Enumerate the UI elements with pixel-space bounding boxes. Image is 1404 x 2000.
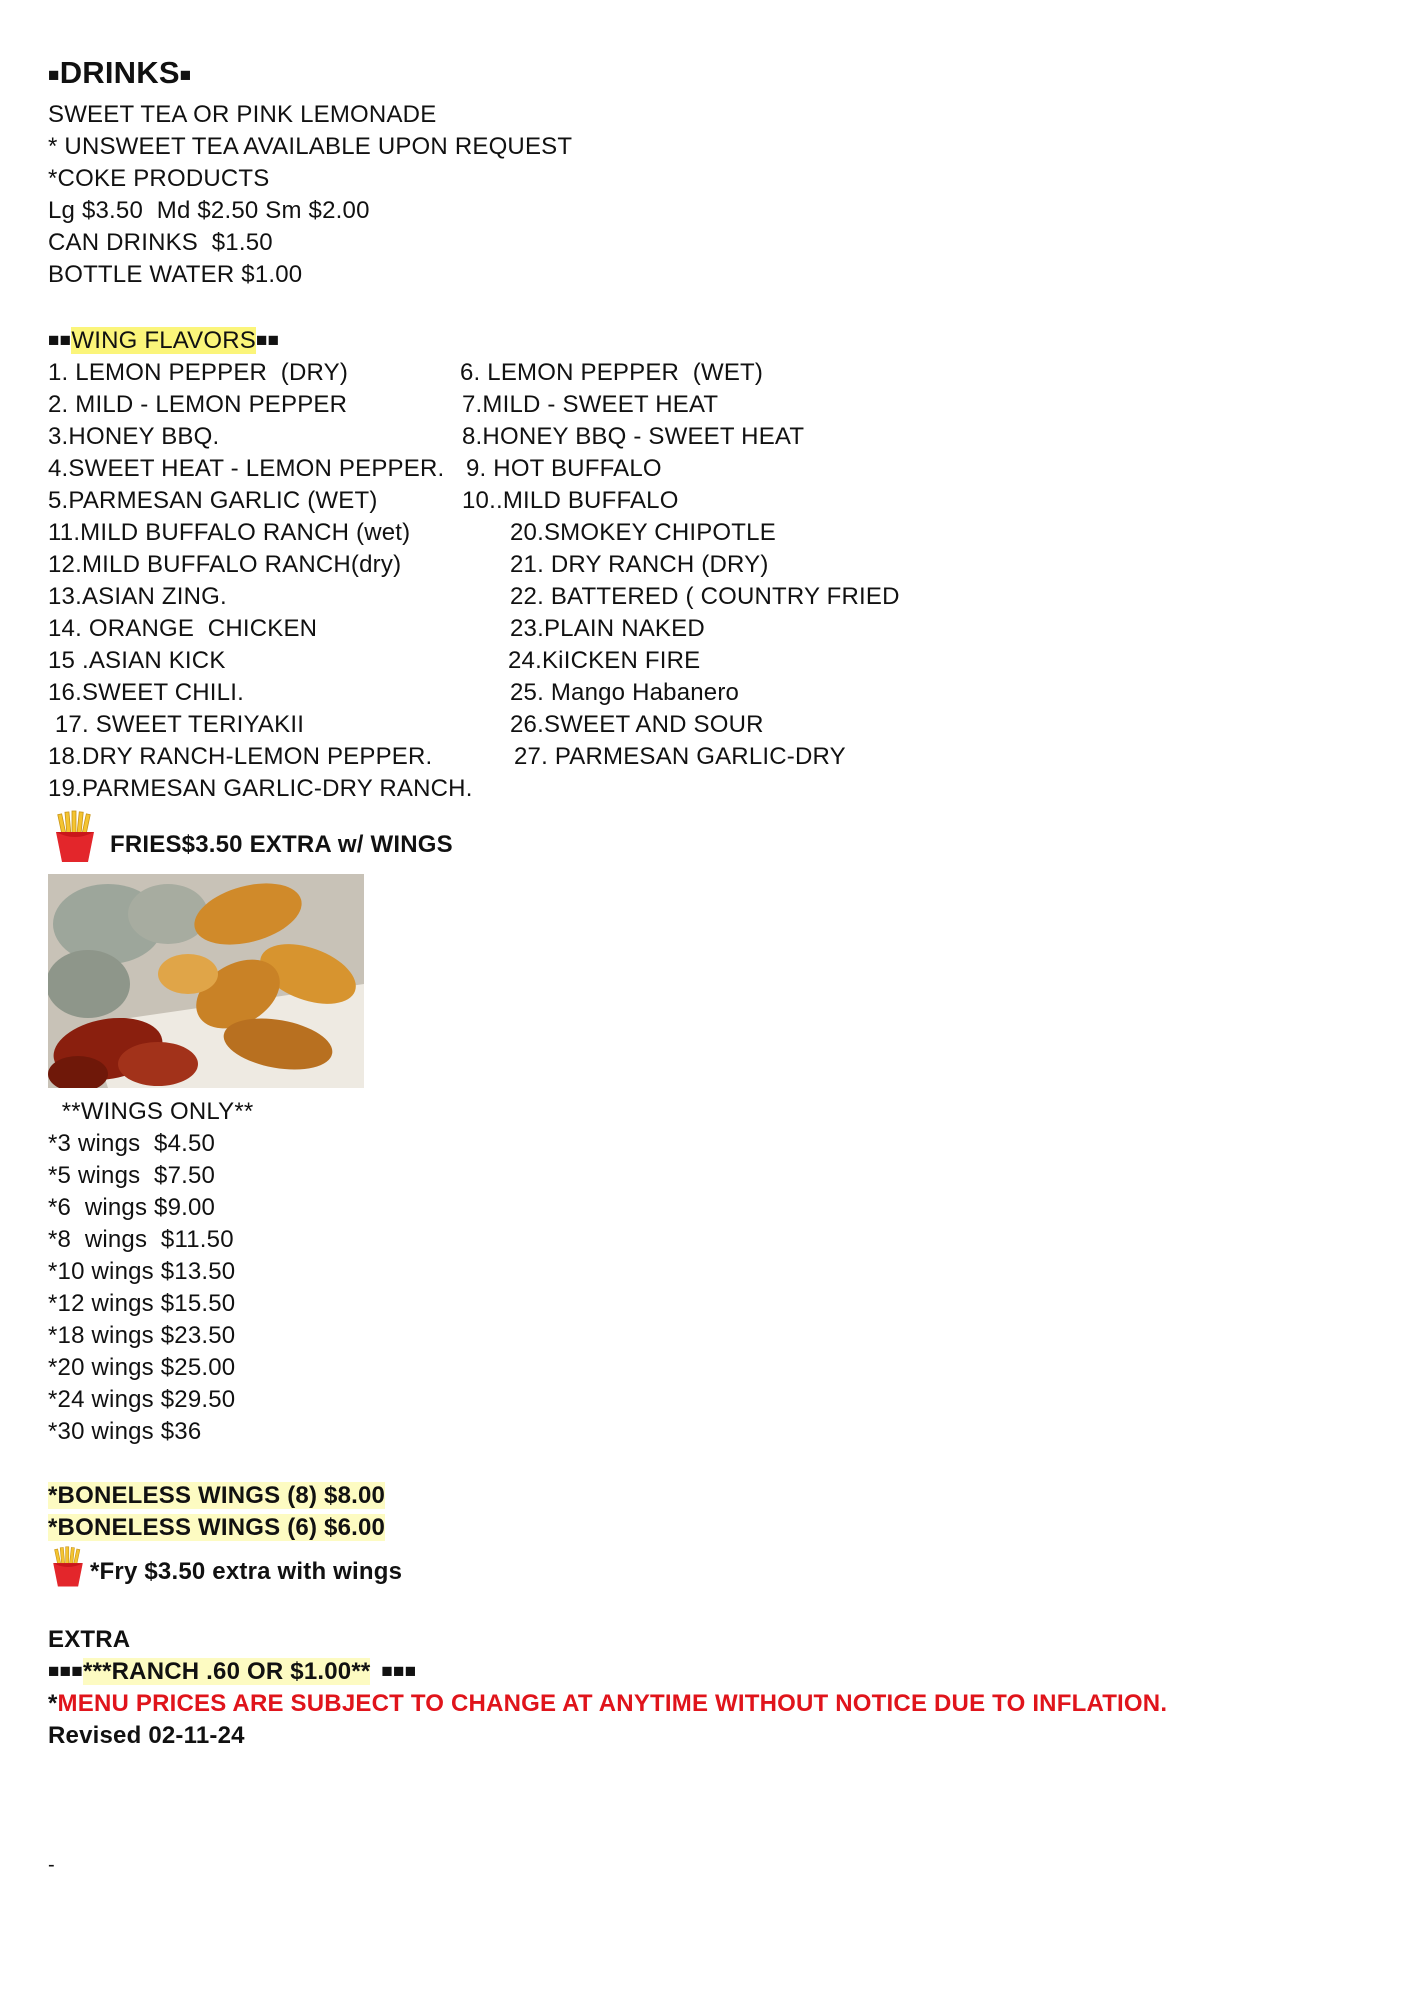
- wing-flavors-heading: [48, 326, 279, 356]
- flavor-item: 3.HONEY BBQ.: [48, 423, 220, 450]
- flavor-item: 4.SWEET HEAT - LEMON PEPPER.: [48, 455, 445, 482]
- black-square-icon: ■■: [48, 330, 72, 351]
- flavor-item: 1. LEMON PEPPER (DRY): [48, 359, 349, 386]
- wing-flavors-heading-text: WING FLAVORS: [71, 327, 256, 354]
- wings-price-item: *8 wings $11.50: [48, 1226, 234, 1253]
- drinks-heading-text: DRINKS: [59, 55, 180, 90]
- wings-price-item: *30 wings $36: [48, 1418, 202, 1445]
- flavor-item: 20.SMOKEY CHIPOTLE: [510, 519, 776, 546]
- price-notice: [48, 1689, 1167, 1719]
- flavor-item: 11.MILD BUFFALO RANCH (wet): [48, 519, 411, 546]
- boneless-item: [48, 1481, 385, 1511]
- wings-price-item: *12 wings $15.50: [48, 1290, 236, 1317]
- wings-price-item: *10 wings $13.50: [48, 1258, 236, 1285]
- flavor-item: 10..MILD BUFFALO: [462, 487, 679, 514]
- wings-only-heading: **WINGS ONLY**: [48, 1098, 254, 1125]
- boneless-item-text: *BONELESS WINGS (6) $6.00: [48, 1514, 386, 1541]
- ranch-text: ***RANCH .60 OR $1.00**: [83, 1658, 371, 1685]
- fry-note: *Fry $3.50 extra with wings: [90, 1558, 403, 1585]
- boneless-item: [48, 1513, 385, 1543]
- flavor-item: 22. BATTERED ( COUNTRY FRIED: [510, 583, 900, 610]
- black-square-icon: ■■: [256, 330, 280, 351]
- black-square-icon: ■■■: [48, 1661, 84, 1682]
- flavor-item: 18.DRY RANCH-LEMON PEPPER.: [48, 743, 433, 770]
- fries-icon: [50, 810, 100, 864]
- fries-note: FRIES$3.50 EXTRA w/ WINGS: [110, 831, 453, 858]
- boneless-item-text: *BONELESS WINGS (8) $8.00: [48, 1482, 386, 1509]
- flavor-item: 26.SWEET AND SOUR: [510, 711, 764, 738]
- flavor-item: 23.PLAIN NAKED: [510, 615, 705, 642]
- flavor-item: 2. MILD - LEMON PEPPER: [48, 391, 348, 418]
- flavor-item: 5.PARMESAN GARLIC (WET): [48, 487, 378, 514]
- flavor-item: 21. DRY RANCH (DRY): [510, 551, 769, 578]
- fries-icon: [48, 1546, 88, 1588]
- flavor-item: 17. SWEET TERIYAKII: [48, 711, 305, 738]
- flavor-item: 14. ORANGE CHICKEN: [48, 615, 318, 642]
- flavor-item: 6. LEMON PEPPER (WET): [460, 359, 764, 386]
- flavor-item: 12.MILD BUFFALO RANCH(dry): [48, 551, 402, 578]
- ranch-line: [48, 1657, 416, 1687]
- flavor-item: 8.HONEY BBQ - SWEET HEAT: [462, 423, 805, 450]
- drinks-line: CAN DRINKS $1.50: [48, 229, 273, 256]
- flavor-item: 27. PARMESAN GARLIC-DRY: [514, 743, 846, 770]
- chicken-wings-photo: [48, 874, 364, 1088]
- black-square-icon: ■: [48, 65, 60, 86]
- flavor-item: 16.SWEET CHILI.: [48, 679, 244, 706]
- flavor-item: 7.MILD - SWEET HEAT: [462, 391, 719, 418]
- wings-price-item: *3 wings $4.50: [48, 1130, 216, 1157]
- drinks-line: Lg $3.50 Md $2.50 Sm $2.00: [48, 197, 370, 224]
- flavor-item: 9. HOT BUFFALO: [466, 455, 662, 482]
- revised-date: Revised 02-11-24: [48, 1722, 245, 1749]
- drinks-line: * UNSWEET TEA AVAILABLE UPON REQUEST: [48, 133, 573, 160]
- notice-star: *: [48, 1690, 58, 1717]
- notice-text: MENU PRICES ARE SUBJECT TO CHANGE AT ANYTIME WITHOUT NOTICE DUE TO INFLATION.: [57, 1690, 1168, 1717]
- black-square-icon: ■: [179, 65, 192, 86]
- wings-price-item: *18 wings $23.50: [48, 1322, 236, 1349]
- flavor-item: 19.PARMESAN GARLIC-DRY RANCH.: [48, 775, 473, 802]
- flavor-item: 13.ASIAN ZING.: [48, 583, 227, 610]
- footer-dash: -: [48, 1854, 55, 1876]
- flavor-item: 25. Mango Habanero: [510, 679, 740, 706]
- flavor-item: 15 .ASIAN KICK: [48, 647, 226, 674]
- black-square-icon: ■■■: [370, 1661, 417, 1682]
- drinks-line: SWEET TEA OR PINK LEMONADE: [48, 101, 437, 128]
- drinks-line: BOTTLE WATER $1.00: [48, 261, 303, 288]
- wings-price-item: *24 wings $29.50: [48, 1386, 236, 1413]
- drinks-line: *COKE PRODUCTS: [48, 165, 270, 192]
- flavor-item: 24.KiICKEN FIRE: [508, 647, 701, 674]
- wings-price-item: *20 wings $25.00: [48, 1354, 236, 1381]
- wings-price-item: *5 wings $7.50: [48, 1162, 216, 1189]
- drinks-heading: [48, 55, 192, 91]
- wings-price-item: *6 wings $9.00: [48, 1194, 216, 1221]
- extra-heading: EXTRA: [48, 1626, 131, 1653]
